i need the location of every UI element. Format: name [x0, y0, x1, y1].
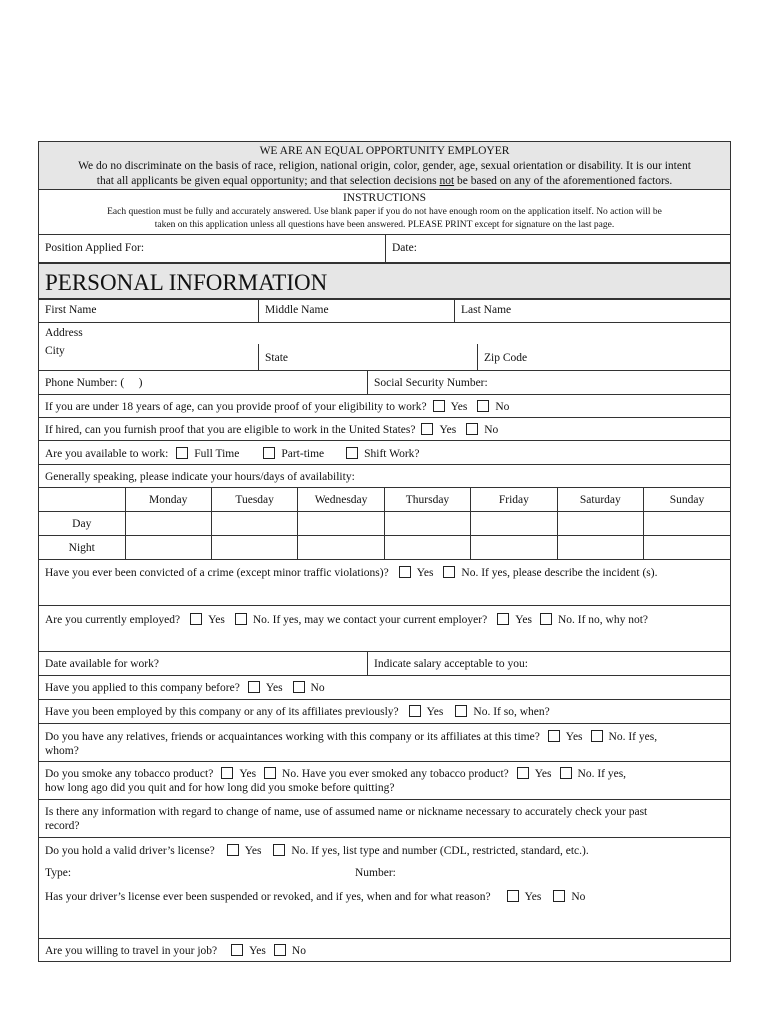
day-header: Wednesday: [298, 488, 384, 512]
full-time-label: Full Time: [194, 448, 240, 460]
instructions-line-2: taken on this application unless all questions have been answered. PLEASE PRINT except for signature on the last page.: [154, 220, 615, 230]
relatives-line-1: [45, 730, 724, 744]
smoked-no-checkbox[interactable]: [560, 767, 572, 779]
day-header: Monday: [125, 488, 211, 512]
day-cell[interactable]: [557, 512, 643, 536]
employed-no-checkbox[interactable]: [235, 613, 247, 625]
eoe-line-1: We do no discriminate on the basis of race, religion, national origin, color, gender, age, sexual orientation or disability. It is our intent: [78, 160, 691, 172]
applied-no-checkbox[interactable]: [293, 681, 305, 693]
date-available-row: [39, 651, 730, 675]
yes-label: Yes: [524, 891, 542, 903]
availability-table: [39, 488, 730, 559]
convicted-question: Have you ever been convicted of a crime (except minor traffic violations)?: [45, 567, 389, 579]
shift-work-label: Shift Work?: [364, 448, 420, 460]
city-row: [39, 344, 730, 370]
license-no-label: No. If yes, list type and number (CDL, restricted, standard, etc.).: [291, 845, 589, 857]
yes-label: Yes: [450, 401, 468, 413]
contact-yes-checkbox[interactable]: [497, 613, 509, 625]
applied-before-question: Have you applied to this company before?: [45, 682, 240, 694]
relatives-yes-checkbox[interactable]: [548, 730, 560, 742]
convicted-yes-checkbox[interactable]: [399, 566, 411, 578]
day-row: [39, 512, 730, 536]
license-question: Do you hold a valid driver’s license?: [45, 845, 215, 857]
suspended-yes-checkbox[interactable]: [507, 890, 519, 902]
no-label: No: [571, 891, 586, 903]
salary-label: Indicate salary acceptable to you:: [374, 658, 528, 670]
day-header: Saturday: [557, 488, 643, 512]
zip-label: Zip Code: [484, 352, 528, 364]
convicted-no-checkbox[interactable]: [443, 566, 455, 578]
convicted-row: [39, 559, 730, 605]
yes-label: Yes: [249, 945, 266, 957]
last-name-label: Last Name: [461, 304, 512, 316]
day-cell[interactable]: [644, 512, 730, 536]
availability-row: [39, 440, 730, 464]
hours-row: [39, 464, 730, 487]
date-available-label: Date available for work?: [45, 658, 159, 670]
night-cell[interactable]: [125, 536, 211, 560]
type-number-line: [45, 866, 724, 880]
instructions: [39, 189, 730, 234]
instructions-title: INSTRUCTIONS: [342, 192, 427, 204]
night-cell[interactable]: [384, 536, 470, 560]
salary-field[interactable]: [367, 652, 730, 675]
no-label: No: [291, 945, 306, 957]
section-title: PERSONAL INFORMATION: [45, 270, 328, 295]
eoe-not: not: [439, 175, 455, 187]
proof-row: [39, 417, 730, 440]
smoked-no-label: No. If yes,: [577, 768, 627, 780]
phone-row: [39, 370, 730, 394]
convicted-no-label: No. If yes, please describe the incident (s).: [461, 567, 658, 579]
applied-before-row: [39, 675, 730, 699]
night-cell[interactable]: [211, 536, 297, 560]
night-cell[interactable]: [298, 536, 384, 560]
ssn-label: Social Security Number:: [374, 377, 488, 389]
position-applied-field[interactable]: [39, 235, 385, 262]
suspended-no-checkbox[interactable]: [553, 890, 565, 902]
hours-question: Generally speaking, please indicate your hours/days of availability:: [45, 471, 355, 483]
tobacco-question: Do you smoke any tobacco product?: [45, 768, 214, 780]
employed-by-no-checkbox[interactable]: [455, 705, 467, 717]
name-change-question: Is there any information with regard to change of name, use of assumed name or nickname necessary to accurately check your past: [45, 806, 648, 818]
last-name-field[interactable]: [454, 300, 730, 322]
yes-label: Yes: [439, 424, 457, 436]
employed-by-question: Have you been employed by this company or any of its affiliates previously?: [45, 706, 399, 718]
under18-question: If you are under 18 years of age, can you provide proof of your eligibility to work?: [45, 401, 427, 413]
employed-yes-checkbox[interactable]: [190, 613, 202, 625]
employed-question: Are you currently employed?: [45, 614, 181, 626]
license-no-checkbox[interactable]: [273, 844, 285, 856]
suspended-question: Has your driver’s license ever been suspended or revoked, and if yes, when and for what reason?: [45, 891, 491, 903]
tobacco-line-1: [45, 767, 724, 781]
address-row: [39, 322, 730, 344]
eoe-title: WE ARE AN EQUAL OPPORTUNITY EMPLOYER: [259, 145, 510, 157]
name-change-line-2: record?: [45, 820, 80, 832]
relatives-row: [39, 723, 730, 761]
part-time-label: Part-time: [281, 448, 325, 460]
relatives-line-2: whom?: [45, 745, 79, 757]
state-field[interactable]: [258, 344, 477, 370]
tobacco-no-label: No. Have you ever smoked any tobacco product?: [282, 768, 509, 780]
night-cell[interactable]: [471, 536, 557, 560]
day-row-label: Day: [39, 512, 125, 536]
employed-by-no-label: No. If so, when?: [473, 706, 550, 718]
travel-row: [39, 938, 730, 961]
city-field[interactable]: [39, 344, 258, 370]
night-cell[interactable]: [557, 536, 643, 560]
name-change-row: [39, 799, 730, 837]
date-field[interactable]: [385, 235, 730, 262]
eoe-notice: [39, 142, 730, 189]
employed-no-label: No. If yes, may we contact your current employer?: [252, 614, 488, 626]
instructions-line-1: Each question must be fully and accurately answered. Use blank paper if you do not have enough room on the application itself. No action will be: [107, 207, 662, 217]
license-block: [39, 837, 730, 938]
contact-no-label: No. If no, why not?: [557, 614, 649, 626]
phone-field[interactable]: [39, 371, 367, 394]
day-cell[interactable]: [211, 512, 297, 536]
phone-label: Phone Number: ( ): [45, 377, 143, 389]
yes-label: Yes: [426, 706, 444, 718]
under18-row: [39, 394, 730, 417]
yes-label: Yes: [239, 768, 257, 780]
eoe-line-2a: that all applicants be given equal opportunity; and that selection decisions: [96, 175, 440, 187]
relatives-no-checkbox[interactable]: [591, 730, 603, 742]
employed-by-yes-checkbox[interactable]: [409, 705, 421, 717]
applied-yes-checkbox[interactable]: [248, 681, 260, 693]
travel-no-checkbox[interactable]: [274, 944, 286, 956]
proof-question: If hired, can you furnish proof that you are eligible to work in the United States?: [45, 424, 416, 436]
yes-label: Yes: [565, 731, 583, 743]
first-name-field[interactable]: [39, 300, 258, 322]
travel-yes-checkbox[interactable]: [231, 944, 243, 956]
eoe-line-2: [43, 174, 726, 188]
yes-label: Yes: [208, 614, 225, 626]
date-available-field[interactable]: [39, 652, 367, 675]
suspended-line: [45, 890, 724, 904]
address-field[interactable]: [39, 323, 730, 344]
tobacco-line-2: how long ago did you quit and for how long did you smoke before quitting?: [45, 782, 395, 794]
eoe-line-2b: be based on any of the aforementioned factors.: [454, 175, 673, 187]
zip-field[interactable]: [477, 344, 730, 370]
employed-by-row: [39, 699, 730, 723]
proof-yes-checkbox[interactable]: [421, 423, 433, 435]
number-label: Number:: [355, 867, 396, 879]
smoked-yes-checkbox[interactable]: [517, 767, 529, 779]
application-form: [38, 141, 731, 962]
night-cell[interactable]: [644, 536, 730, 560]
tobacco-yes-checkbox[interactable]: [221, 767, 233, 779]
yes-label: Yes: [265, 682, 283, 694]
contact-no-checkbox[interactable]: [540, 613, 552, 625]
day-header: Tuesday: [211, 488, 297, 512]
tobacco-row: [39, 761, 730, 799]
day-header: Friday: [471, 488, 557, 512]
relatives-question: Do you have any relatives, friends or acquaintances working with this company or its affiliates at this time?: [45, 731, 540, 743]
travel-question: Are you willing to travel in your job?: [45, 945, 218, 957]
yes-label: Yes: [244, 845, 262, 857]
under18-no-checkbox[interactable]: [477, 400, 489, 412]
relatives-no-label: No. If yes,: [608, 731, 658, 743]
availability-grid: [39, 487, 730, 559]
no-label: No: [484, 424, 499, 436]
middle-name-field[interactable]: [258, 300, 454, 322]
availability-question: Are you available to work:: [45, 448, 169, 460]
middle-name-label: Middle Name: [265, 304, 329, 316]
address-label: Address: [45, 327, 83, 339]
first-name-label: First Name: [45, 304, 97, 316]
day-cell[interactable]: [384, 512, 470, 536]
day-header: Thursday: [384, 488, 470, 512]
tobacco-no-checkbox[interactable]: [264, 767, 276, 779]
full-time-checkbox[interactable]: [176, 447, 188, 459]
ssn-field[interactable]: [367, 371, 730, 394]
day-cell[interactable]: [471, 512, 557, 536]
date-label: Date:: [392, 242, 417, 254]
blank-header-cell: [39, 488, 125, 512]
position-label: Position Applied For:: [45, 242, 145, 254]
license-line: [45, 844, 724, 858]
proof-no-checkbox[interactable]: [466, 423, 478, 435]
yes-label: Yes: [534, 768, 552, 780]
position-row: [39, 234, 730, 262]
yes-label: Yes: [515, 614, 532, 626]
state-label: State: [265, 352, 288, 364]
no-label: No: [310, 682, 325, 694]
night-row-label: Night: [39, 536, 125, 560]
under18-yes-checkbox[interactable]: [433, 400, 445, 412]
yes-label: Yes: [416, 567, 434, 579]
no-label: No: [495, 401, 510, 413]
city-label: City: [45, 345, 65, 357]
day-cell[interactable]: [125, 512, 211, 536]
day-header: Sunday: [644, 488, 730, 512]
shift-work-checkbox[interactable]: [346, 447, 358, 459]
night-row: [39, 536, 730, 560]
license-yes-checkbox[interactable]: [227, 844, 239, 856]
employed-row: [39, 605, 730, 651]
type-label: Type:: [45, 867, 72, 879]
section-header: [39, 262, 730, 299]
day-cell[interactable]: [298, 512, 384, 536]
days-header-row: [39, 488, 730, 512]
part-time-checkbox[interactable]: [263, 447, 275, 459]
name-row: [39, 299, 730, 322]
